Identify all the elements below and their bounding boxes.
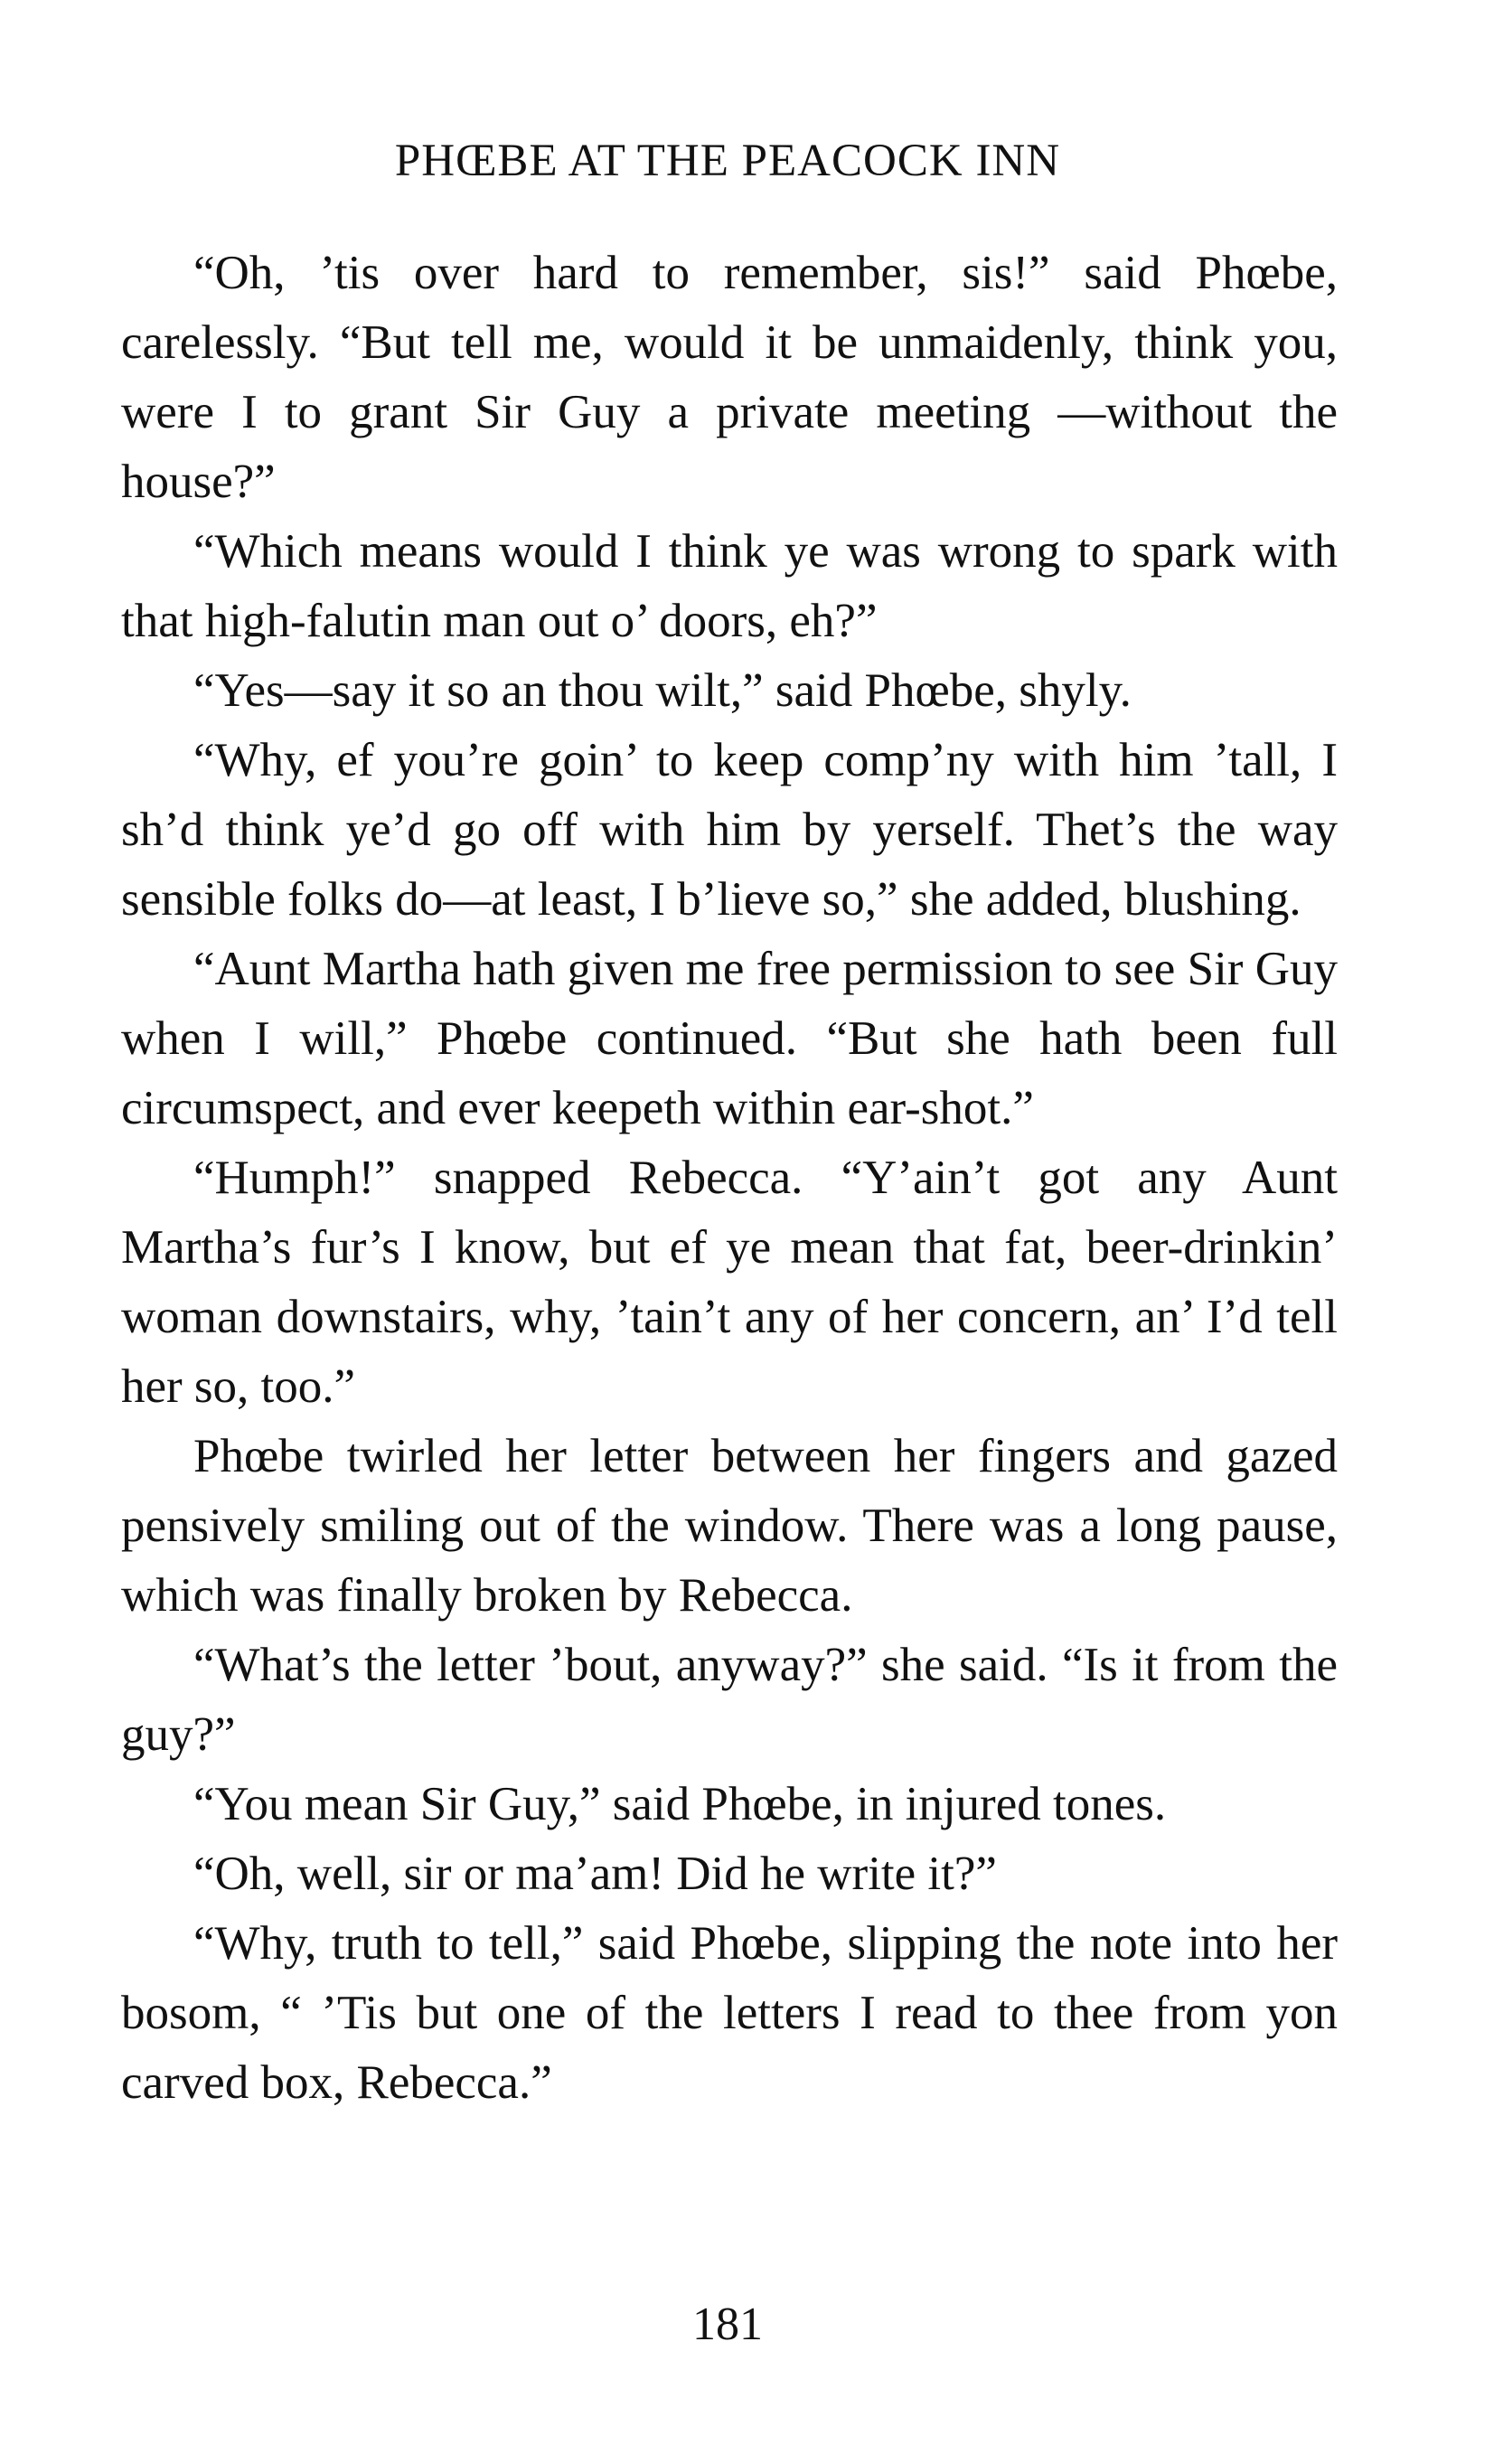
paragraph: “Aunt Martha hath given me free permission to see Sir Guy when I will,” Phœbe continued. “But she hath been full circumspect, and ever keepeth within ear-shot.” — [121, 943, 1338, 1134]
body-text — [121, 239, 1338, 2118]
paragraph: “Oh, ’tis over hard to remember, sis!” said Phœbe, carelessly. “But tell me, would it be unmaidenly, think you, were I to grant Sir Guy a private meeting —without the house?” — [121, 247, 1338, 508]
paragraph: “You mean Sir Guy,” said Phœbe, in injured tones. — [193, 1778, 1167, 1830]
page-number: 181 — [692, 2299, 763, 2350]
paragraph: “What’s the letter ’bout, anyway?” she said. “Is it from the guy?” — [121, 1639, 1338, 1761]
paragraph: “Yes—say it so an thou wilt,” said Phœbe, shyly. — [193, 664, 1132, 717]
paragraph: “Why, truth to tell,” said Phœbe, slipping the note into her bosom, “ ’Tis but one of the letters I read to thee from yon carved box, Rebecca.” — [121, 1917, 1338, 2109]
paragraph: “Oh, well, sir or ma’am! Did he write it?” — [193, 1848, 997, 1900]
paragraph: “Why, ef you’re goin’ to keep comp’ny with him ’tall, I sh’d think ye’d go off with him by yerself. Thet’s the way sensible folks do—at least, I b’lieve so,” she added, blushing. — [121, 734, 1338, 926]
running-head: PHŒBE AT THE PEACOCK INN — [394, 136, 1061, 186]
paragraph: “Humph!” snapped Rebecca. “Y’ain’t got any Aunt Martha’s fur’s I know, but ef ye mean that fat, beer-drinkin’ woman downstairs, why, ’tain’t any of her concern, an’ I’d tell her so, too.” — [121, 1152, 1338, 1413]
paragraph: “Which means would I think ye was wrong to spark with that high-falutin man out o’ doors, eh?” — [121, 525, 1338, 647]
paragraph: Phœbe twirled her letter between her fingers and gazed pensively smiling out of the window. There was a long pause, which was finally broken by Rebecca. — [121, 1430, 1338, 1622]
